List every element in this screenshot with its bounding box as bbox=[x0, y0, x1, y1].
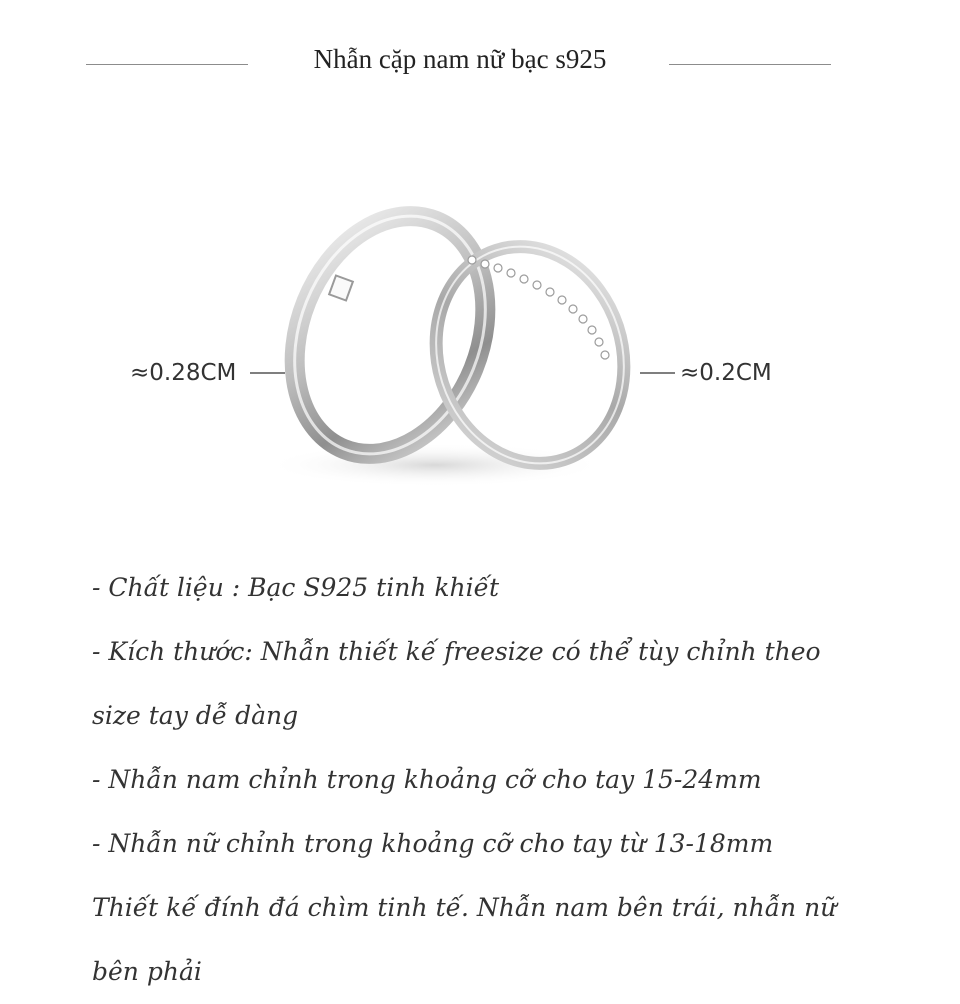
description-line: - Chất liệu : Bạc S925 tinh khiết bbox=[92, 573, 500, 602]
description-line: - Kích thước: Nhẫn thiết kế freesize có thể tùy chỉnh theo bbox=[92, 637, 821, 666]
product-image bbox=[100, 160, 860, 540]
description-line: Thiết kế đính đá chìm tinh tế. Nhẫn nam bên trái, nhẫn nữ bbox=[92, 893, 837, 922]
mens-ring-stone bbox=[329, 276, 353, 301]
description-line: size tay dễ dàng bbox=[92, 701, 299, 730]
description-line: bên phải bbox=[92, 957, 202, 986]
couple-rings-image bbox=[100, 160, 860, 540]
page-title: Nhẫn cặp nam nữ bạc s925 bbox=[313, 44, 607, 74]
header-divider-right bbox=[669, 64, 831, 65]
mens-ring-width-label: ≈0.28CM bbox=[130, 360, 237, 386]
header-divider-left bbox=[86, 64, 248, 65]
description-line: - Nhẫn nữ chỉnh trong khoảng cỡ cho tay từ 13-18mm bbox=[92, 829, 774, 858]
product-description bbox=[92, 556, 932, 1004]
womens-ring-width-label: ≈0.2CM bbox=[680, 360, 772, 386]
description-line: - Nhẫn nam chỉnh trong khoảng cỡ cho tay 15-24mm bbox=[92, 765, 762, 794]
page-header bbox=[0, 38, 960, 88]
